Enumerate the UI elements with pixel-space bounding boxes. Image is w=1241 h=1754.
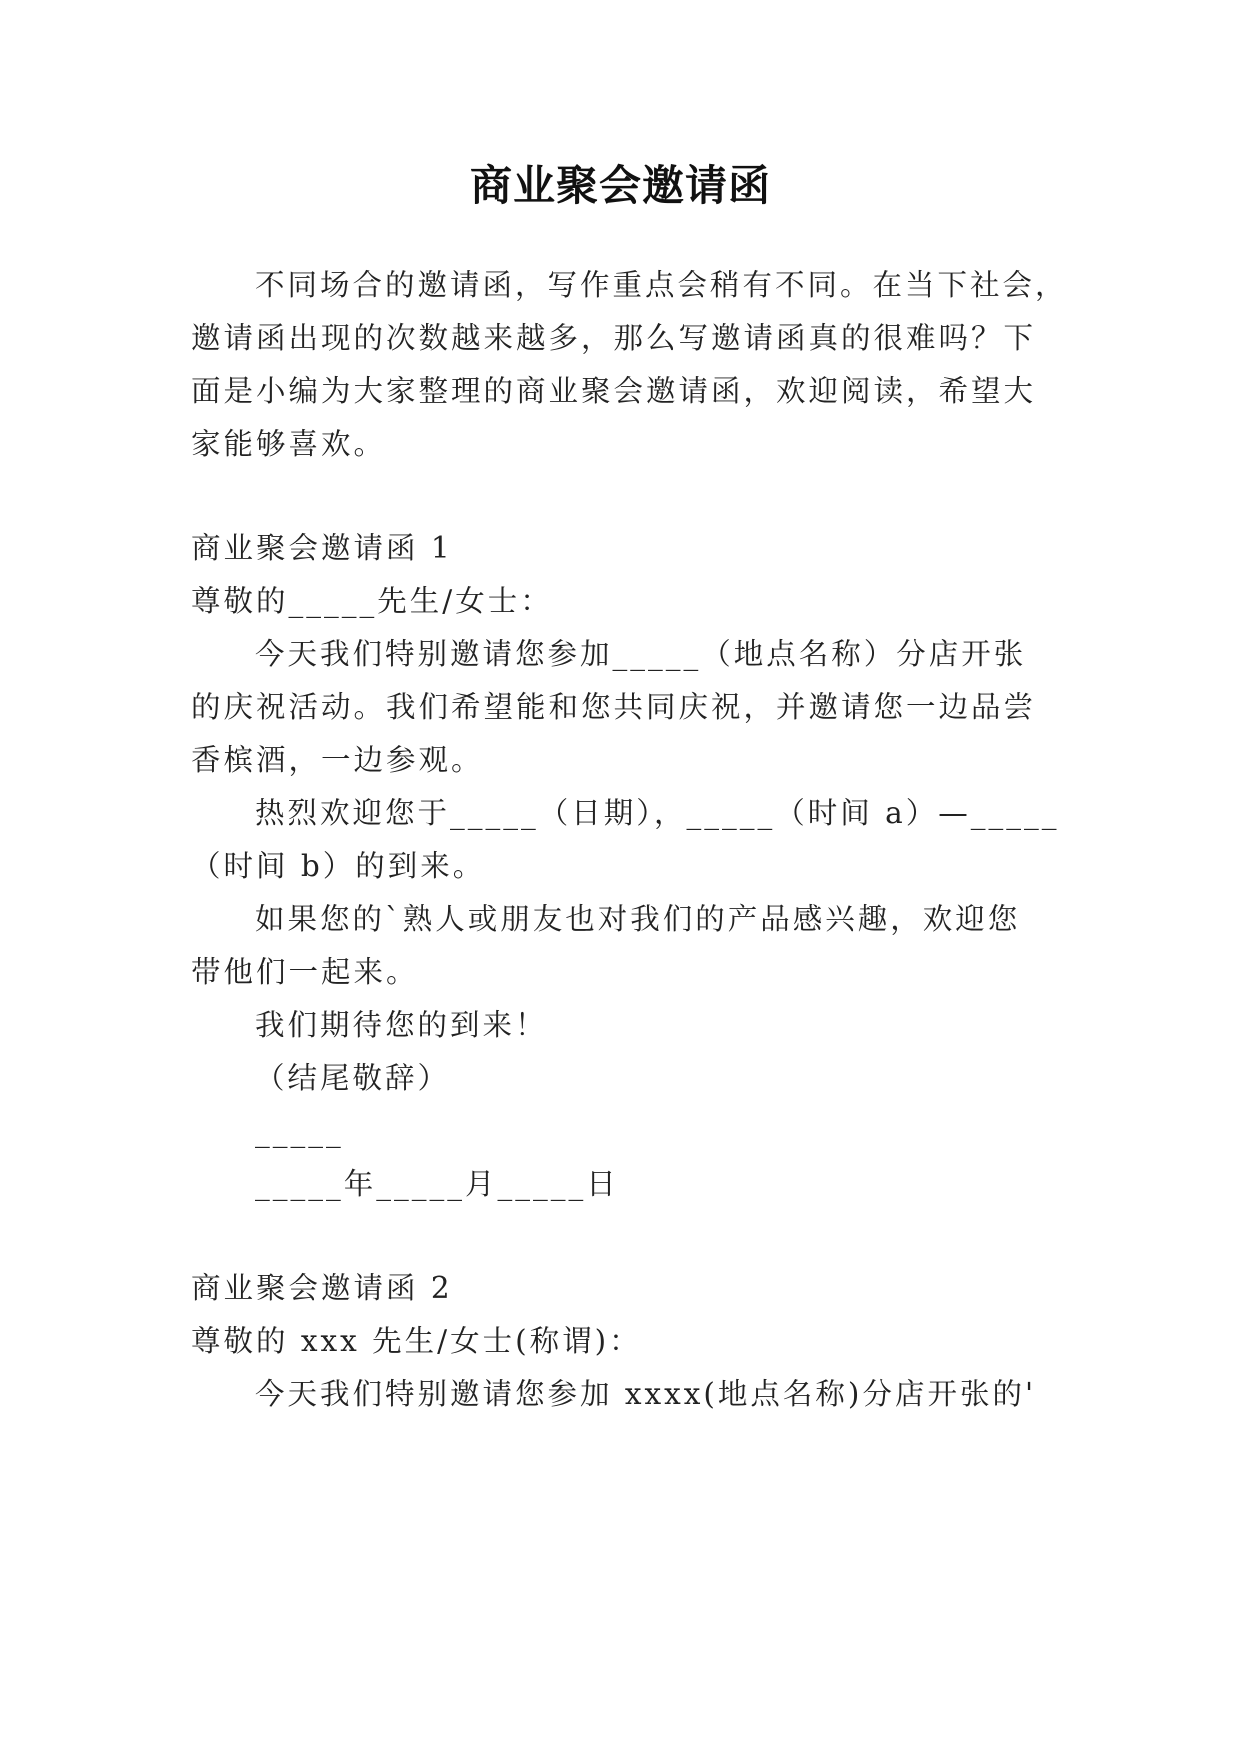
section1-closing: （结尾敬辞） [255, 1061, 451, 1095]
section1-salutation: 尊敬的_____先生/女士： [191, 584, 553, 618]
section1-para1-line-2: 的庆祝活动。我们希望能和您共同庆祝，并邀请您一边品尝 [191, 690, 1037, 724]
intro-line-3: 面是小编为大家整理的商业聚会邀请函，欢迎阅读，希望大 [191, 374, 1037, 408]
section1-signature: _____ [255, 1114, 344, 1148]
section2-heading: 商业聚会邀请函 2 [191, 1271, 453, 1305]
section1-para2-line-2: （时间 b）的到来。 [191, 849, 486, 883]
section1-para4: 我们期待您的到来！ [255, 1008, 548, 1042]
section1-heading: 商业聚会邀请函 1 [191, 531, 453, 565]
document-title: 商业聚会邀请函 [469, 161, 771, 210]
section1-para3-line-2: 带他们一起来。 [191, 955, 419, 989]
section1-para1-line-1: 今天我们特别邀请您参加_____（地点名称）分店开张 [255, 637, 1027, 671]
section2-salutation: 尊敬的 xxx 先生/女士(称谓)： [191, 1324, 642, 1358]
intro-line-4: 家能够喜欢。 [191, 427, 387, 461]
section1-date: _____年_____月_____日 [255, 1167, 619, 1201]
section1-para3-line-1: 如果您的`熟人或朋友也对我们的产品感兴趣，欢迎您 [255, 902, 1021, 936]
section1-para2-line-1: 热烈欢迎您于_____（日期），_____（时间 a）—_____ [255, 796, 1060, 830]
section1-para1-line-3: 香槟酒，一边参观。 [191, 743, 484, 777]
intro-line-1: 不同场合的邀请函，写作重点会稍有不同。在当下社会， [255, 268, 1068, 302]
intro-line-2: 邀请函出现的次数越来越多，那么写邀请函真的很难吗？下 [191, 321, 1037, 355]
section2-para1-line-1: 今天我们特别邀请您参加 xxxx(地点名称)分店开张的' [255, 1377, 1037, 1411]
